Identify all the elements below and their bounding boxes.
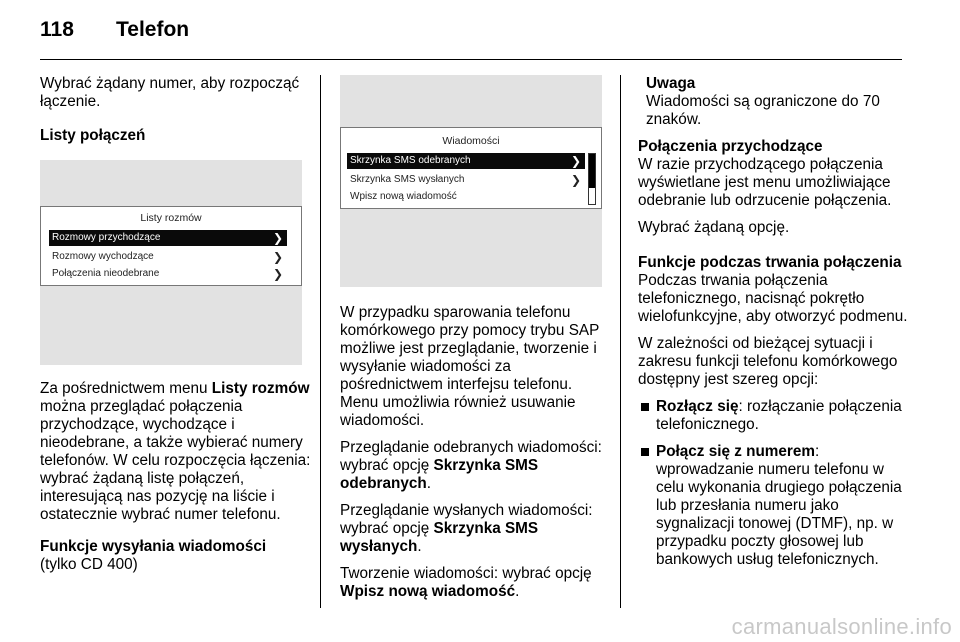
bullet-square-icon [641, 448, 649, 456]
column-divider-2 [620, 75, 621, 608]
message-item-inbox [347, 153, 585, 169]
note-text: Wiadomości są ograniczone do 70 znaków. [646, 93, 880, 128]
list-item: Rozłącz się: rozłączanie połączenia telefonicznego. [638, 398, 908, 434]
note-title: Uwaga [646, 75, 696, 92]
note-box [638, 75, 908, 129]
screen-scrollbar-thumb [589, 154, 595, 188]
intro-text: Wybrać żądany numer, aby rozpocząć łączenie. [40, 75, 300, 110]
column-divider-1 [320, 75, 321, 608]
call-lists-description: Za pośrednictwem menu Listy rozmów można przeglądać połączenia przychodzące, wychodzące i nieodebrane, a także wybierać numery telefonów. W celu rozpoczęcia łączenia: wybrać żądaną listę połączeń, interesującą nas pozycję na liście i ostatecznie wybrać numer telefonu. [40, 380, 311, 523]
call-lists-screen-title: Listy rozmów [140, 212, 202, 224]
column-1 [40, 75, 310, 154]
message-item-new [347, 189, 585, 205]
call-list-item-label: Rozmowy przychodzące [52, 232, 161, 243]
call-lists-screen [40, 206, 302, 286]
options-intro: W zależności od bieżącej sytuacji i zakresu funkcji telefonu komórkowego dostępny jest szereg opcji: [638, 335, 898, 388]
watermark: carmanualsonline.info [731, 614, 952, 639]
message-item-label: Skrzynka SMS wysłanych [350, 174, 465, 185]
column-1-body [40, 380, 315, 583]
messages-screenshot [340, 75, 602, 287]
header-rule [40, 59, 902, 60]
call-lists-screenshot [40, 160, 302, 365]
incoming-calls-heading: Połączenia przychodzące [638, 138, 823, 155]
view-sent-text: Przeglądanie wysłanych wiadomości: wybrać opcję Skrzynka SMS wysłanych. [340, 502, 593, 555]
during-call-text: Podczas trwania połączenia telefonicznego, nacisnąć pokrętło wielofunkcyjne, aby otworzyć podmenu. [638, 272, 908, 325]
chevron-right-icon: ❯ [570, 173, 581, 187]
call-list-item-incoming [49, 230, 287, 246]
list-item: Połącz się z numerem: wprowadzanie numeru telefonu w celu wykonania drugiego połączenia lub przesłania numeru jako sygnalizacji tonowej (DTMF), np. w przypadku poczty głosowej lub bankowych usług telefonicznych. [638, 443, 908, 569]
screen-scrollbar [588, 153, 596, 205]
column-3 [638, 75, 908, 578]
messages-screen-title: Wiadomości [442, 135, 500, 147]
page-title: Telefon [116, 18, 190, 41]
call-lists-heading: Listy połączeń [40, 127, 146, 144]
view-inbox-text: Przeglądanie odebranych wiadomości: wybrać opcję Skrzynka SMS odebranych. [340, 439, 602, 492]
column-2 [340, 304, 612, 610]
call-list-item-outgoing [49, 249, 287, 265]
messages-screen [340, 127, 602, 209]
chevron-right-icon: ❯ [272, 231, 283, 245]
sap-description: W przypadku sparowania telefonu komórkowego przy pomocy trybu SAP możliwe jest przeglądanie, tworzenie i wysyłanie wiadomości za pośrednictwem interfejsu telefonu. Menu umożliwia również usuwanie wiadomości. [340, 304, 600, 429]
page-number: 118 [40, 18, 74, 41]
sms-heading: Funkcje wysyłania wiadomości [40, 538, 267, 555]
call-list-item-missed [49, 266, 287, 282]
call-list-item-label: Rozmowy wychodzące [52, 251, 154, 262]
call-list-item-label: Połączenia nieodebrane [52, 268, 160, 279]
create-message-text: Tworzenie wiadomości: wybrać opcję Wpisz nową wiadomość. [340, 565, 592, 600]
message-item-label: Wpisz nową wiadomość [350, 191, 457, 202]
select-option-text: Wybrać żądaną opcję. [638, 219, 790, 236]
bullet-square-icon [641, 403, 649, 411]
message-item-sent [347, 172, 585, 188]
chevron-right-icon: ❯ [272, 267, 283, 281]
incoming-calls-text: W razie przychodzącego połączenia wyświetlane jest menu umożliwiające odebranie lub odrzucenie połączenia. [638, 156, 892, 209]
message-item-label: Skrzynka SMS odebranych [350, 155, 471, 166]
options-list [638, 398, 908, 569]
sms-subheading: (tylko CD 400) [40, 556, 138, 573]
chevron-right-icon: ❯ [272, 250, 283, 264]
during-call-heading: Funkcje podczas trwania połączenia [638, 254, 902, 271]
chevron-right-icon: ❯ [570, 154, 581, 168]
